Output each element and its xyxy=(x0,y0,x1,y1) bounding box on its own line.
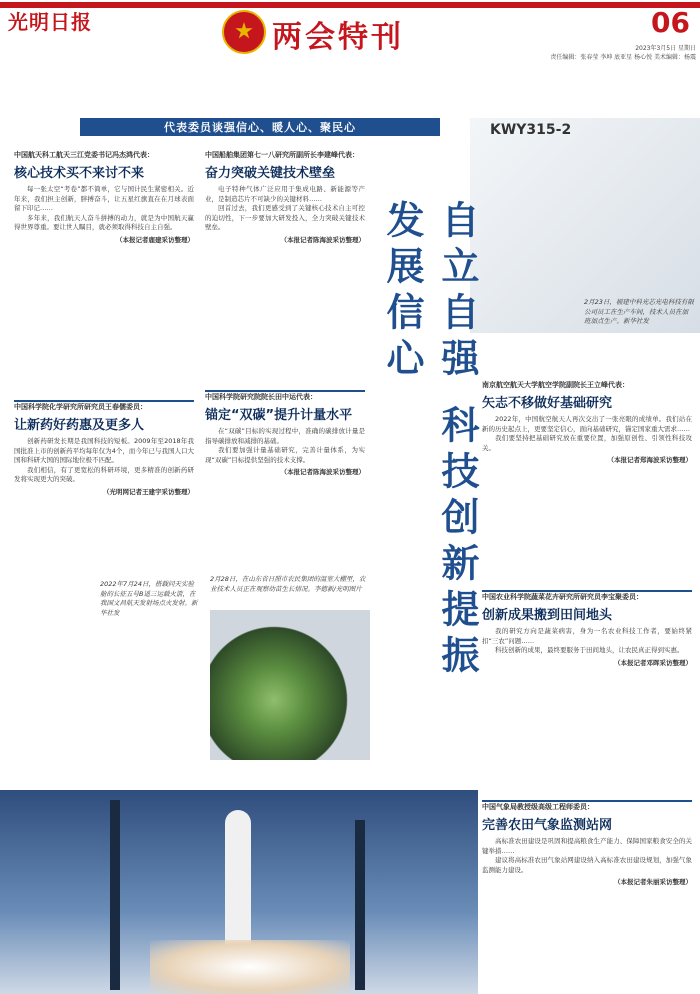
launch-tower-icon xyxy=(110,800,120,990)
top-rule xyxy=(0,2,700,8)
article-6 xyxy=(482,380,692,464)
article-body: 在“双碳”目标的实现过程中，准确的碳排放计量是指导碳排放和减排的基础。 我们要加强计量基础研究，完善计量体系，为实现“双碳”目标提供坚强的技术支撑。 xyxy=(205,427,365,464)
photo-caption-left: 2022年7月24日，搭载问天实验舱的长征五号B遥三运载火箭，在我国文昌航天发射场点火发射。新华社发 xyxy=(100,580,198,617)
article-headline: 完善农田气象监测站网 xyxy=(482,818,613,833)
article-body: 2022年，中国航空航天人再次交出了一张亮眼的成绩单。我们站在新的历史起点上，更要坚定信心，面向基础研究，锚定国家重大需求…… 我们要坚持把基础研究放在重要位置，加强原创性、引领性科技攻关。 xyxy=(482,415,692,452)
article-1 xyxy=(14,150,194,244)
article-body: 创新药研发长期是我国科技的短板。2009年至2018年我国批准上市的创新药平均每年仅为4个，而今年已与我国人口大国和科研大国的国际地位极不匹配。 我们相信，有了更宽松的科研环境，更多精准的创新药研发将实现更大的突破。 xyxy=(14,437,194,484)
article-2 xyxy=(14,400,194,496)
newspaper-logo: 光明日报 xyxy=(8,10,92,34)
article-kicker: 中国科学院化学研究所研究员王春儒委员： xyxy=(14,403,147,411)
section-title: 两会特刊 xyxy=(272,20,404,55)
article-headline: 锚定“双碳”提升计量水平 xyxy=(205,408,353,423)
issue-date: 2023年3月5日 星期日 xyxy=(635,45,696,52)
article-headline: 矢志不移做好基础研究 xyxy=(482,396,613,411)
article-body: 电子特种气体广泛应用于集成电路、新能源等产业，是制造芯片不可缺少的关键材料…… 回首过去，我们更感受到了关键核心技术自主可控的迫切性，下一步要加大研发投入，全力突破关键技术壁垒。 xyxy=(205,185,365,232)
article-signature: （光明网记者王建宇采访整理） xyxy=(103,487,194,496)
rocket-icon xyxy=(225,810,251,960)
article-kicker: 中国气象局教授级高级工程师委员： xyxy=(482,803,594,811)
article-4 xyxy=(205,390,365,476)
national-emblem-icon xyxy=(222,10,266,54)
article-signature: （本报记者陈海波采访整理） xyxy=(280,468,365,477)
masthead-meta xyxy=(540,44,696,62)
article-body: 高标准农田建设是巩固和提高粮食生产能力、保障国家粮食安全的关键举措…… 建议将高标准农田气象站网建设纳入高标准农田建设规划，加强气象监测能力建设。 xyxy=(482,837,692,874)
photo-lab xyxy=(470,118,700,333)
photo-plant xyxy=(210,610,370,760)
lab-label: KWY315-2 xyxy=(490,122,572,138)
article-kicker: 中国航天科工航天三江党委书记冯杰鸿代表： xyxy=(14,151,154,159)
article-kicker: 南京航空航天大学航空学院副院长王立峰代表： xyxy=(482,381,629,389)
photo-caption-top: 2月23日，福建中科光芯光电科技有限公司员工在生产车间，技术人员在加班加点生产。新华社发 xyxy=(584,298,694,326)
launch-tower-icon xyxy=(355,820,365,990)
article-headline: 核心技术买不来讨不来 xyxy=(14,166,145,181)
article-headline: 让新药好药惠及更多人 xyxy=(14,418,145,433)
article-headline: 创新成果搬到田间地头 xyxy=(482,608,613,623)
photo-rocket-launch xyxy=(0,790,478,994)
article-signature: （本报记者郑海波采访整理） xyxy=(607,456,692,465)
article-headline: 奋力突破关键技术壁垒 xyxy=(205,166,336,181)
editor-credits: 责任编辑：张春莹 李坤 底亚星 杨心悦 美术编辑：杨震 xyxy=(550,54,696,61)
article-kicker: 中国农业科学院蔬菜花卉研究所研究员李宝聚委员： xyxy=(482,593,643,601)
launch-smoke xyxy=(150,940,350,994)
section-banner: 代表委员谈强信心、暖人心、聚民心 xyxy=(80,118,440,136)
article-signature: （本报记者陈海波采访整理） xyxy=(280,235,365,244)
article-signature: （本报记者邓晖采访整理） xyxy=(614,658,692,667)
article-signature: （本报记者朱丽采访整理） xyxy=(614,878,692,887)
article-3 xyxy=(205,150,365,244)
article-8 xyxy=(482,800,692,886)
article-kicker: 中国科学院研究院院长田中运代表： xyxy=(205,393,317,401)
article-body: 我的研究方向是蔬菜病害，身为一名农业科技工作者，要始终紧扣“三农”问题…… 科技创新的成果，最终要服务于田间地头，让农民真正得到实惠。 xyxy=(482,627,692,655)
feature-title: 自立自强 科技创新提振发展信心 xyxy=(380,200,479,682)
article-7 xyxy=(482,590,692,667)
article-kicker: 中国船舶集团第七一八研究所副所长李建峰代表： xyxy=(205,151,359,159)
page-number: 06 xyxy=(651,6,690,39)
photo-caption-mid: 2月28日，在山东省日照市农民集团的温室大棚里，农业技术人员正在观察幼苗生长情况。李德新/光明图片 xyxy=(210,575,366,593)
article-body: 每一张太空“考卷”都不简单，它与国计民生紧密相关。近年来，我们担主创新，胖搏奋斗，让五星红旗直在在月球表面留下印记…… 多年来，我们航天人奋斗拼搏的动力，就是为中国航天赢得世界尊重。要让世人瞩目，就必须取得科技自主自强。 xyxy=(14,185,194,232)
article-signature: （本报记者鹿建采访整理） xyxy=(116,235,194,244)
